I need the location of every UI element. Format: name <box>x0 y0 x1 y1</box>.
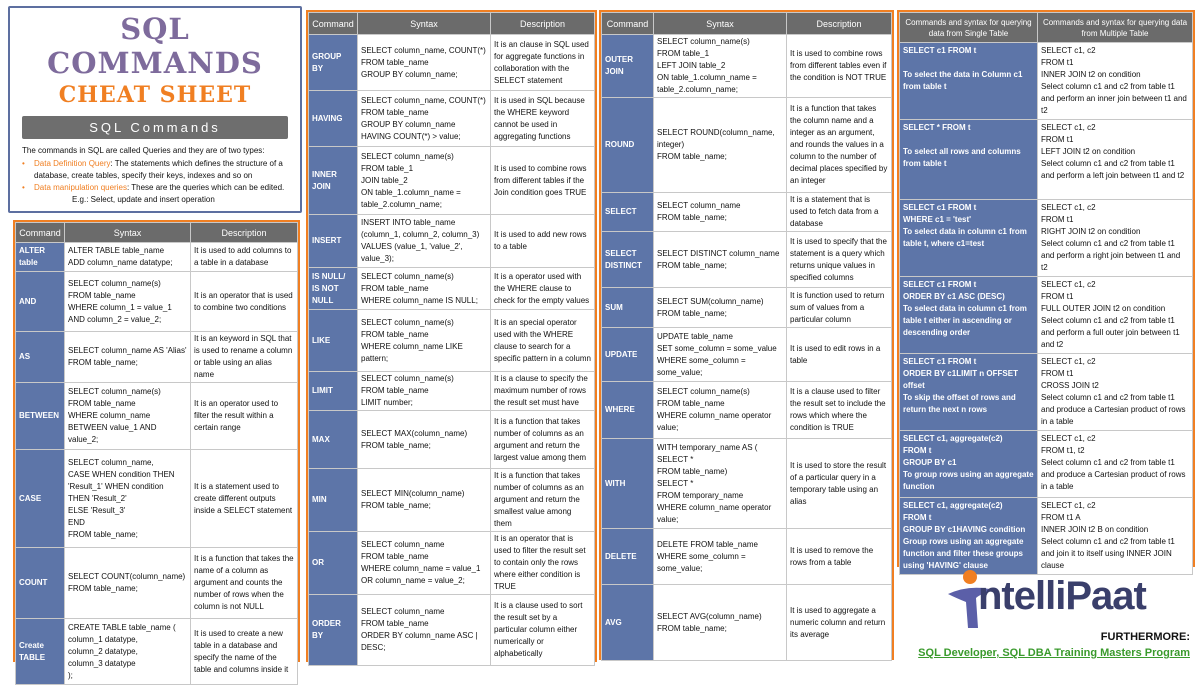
table-row <box>16 450 298 548</box>
multiple-table-cell: SELECT c1, c2 FROM t1 CROSS JOIN t2 Select column c1 and c2 from table t1 and produce a Cartesian product of rows in a table <box>1038 354 1193 431</box>
syntax-cell: SELECT column_name AS 'Alias' FROM table_name; <box>65 332 191 383</box>
syntax-cell: SELECT SUM(column_name) FROM table_name; <box>654 288 787 328</box>
single-table-cell: SELECT c1 FROM t ORDER BY c1LIMIT n OFFSET offset To skip the offset of rows and return the next n rows <box>900 354 1038 431</box>
column-header-command: Command <box>309 13 358 35</box>
command-cell: MAX <box>309 411 358 469</box>
table-row <box>309 595 595 666</box>
command-cell: WITH <box>602 439 654 529</box>
description-cell: It is used to add new rows to a table <box>491 215 595 268</box>
syntax-cell: SELECT column_name(s) FROM table_name LIMIT number; <box>358 372 491 411</box>
description-cell: It is used to combine rows from different tables even if the condition is NOT TRUE <box>787 35 892 98</box>
command-cell: IS NULL/ IS NOT NULL <box>309 268 358 310</box>
command-cell: WHERE <box>602 382 654 439</box>
table-row <box>309 469 595 532</box>
table-row <box>309 35 595 91</box>
command-cell: UPDATE <box>602 328 654 382</box>
table-3-body <box>602 35 892 661</box>
table-row <box>602 288 892 328</box>
syntax-cell: CREATE TABLE table_name ( column_1 datatype, column_2 datatype, column_3 datatype ); <box>65 619 191 685</box>
command-cell: INSERT <box>309 215 358 268</box>
table-row <box>900 43 1193 120</box>
description-cell: It is used to create a new table in a database and specify the name of the table and columns inside it <box>191 619 298 685</box>
table-row <box>900 277 1193 354</box>
table-row <box>309 147 595 215</box>
command-cell: LIMIT <box>309 372 358 411</box>
syntax-cell: ALTER TABLE table_name ADD column_name datatype; <box>65 243 191 272</box>
command-cell: COUNT <box>16 548 65 619</box>
syntax-cell: UPDATE table_name SET some_column = some_value WHERE some_column = some_value; <box>654 328 787 382</box>
command-cell: OUTER JOIN <box>602 35 654 98</box>
command-cell: GROUP BY <box>309 35 358 91</box>
description-cell: It is a function that takes the name of a column as argument and counts the number of rows when the column is not NULL <box>191 548 298 619</box>
table-row <box>16 272 298 332</box>
command-cell: Create TABLE <box>16 619 65 685</box>
description-cell: It is a function that takes number of columns as an argument and return the smallest value among them <box>491 469 595 532</box>
multiple-table-cell: SELECT c1, c2 FROM t1 A INNER JOIN t2 B on condition Select column c1 and c2 from table t1 and join it to itself using INNER JOIN clause <box>1038 498 1193 575</box>
list-item: • Data Definition Query: The statements which defines the structure of a database, create tables, specify their keys, indexes and so on <box>22 159 283 180</box>
table-row <box>309 411 595 469</box>
command-cell: OR <box>309 532 358 595</box>
command-cell: MIN <box>309 469 358 532</box>
column-header-syntax: Syntax <box>654 13 787 35</box>
syntax-cell: SELECT column_name FROM table_name; <box>654 193 787 232</box>
table-row <box>16 548 298 619</box>
description-cell: It is an keyword in SQL that is used to rename a column or table using an alias name <box>191 332 298 383</box>
syntax-cell: SELECT MIN(column_name) FROM table_name; <box>358 469 491 532</box>
syntax-cell: SELECT column_name, CASE WHEN condition THEN 'Result_1' WHEN condition THEN 'Result_2' ELSE 'Result_3' END FROM table_name; <box>65 450 191 548</box>
table-row <box>16 619 298 685</box>
single-table-cell: SELECT c1 FROM t To select the data in Column c1 from table t <box>900 43 1038 120</box>
syntax-cell: SELECT column_name(s) FROM table_name WHERE column_name IS NULL; <box>358 268 491 310</box>
syntax-cell: SELECT column_name(s) FROM table_name WHERE column_name operator value; <box>654 382 787 439</box>
table-row <box>309 215 595 268</box>
command-cell: SELECT DISTINCT <box>602 232 654 288</box>
table-row <box>602 232 892 288</box>
command-cell: SELECT <box>602 193 654 232</box>
syntax-cell: SELECT column_name, COUNT(*) FROM table_name GROUP BY column_name HAVING COUNT(*) > value; <box>358 91 491 147</box>
column-header-description: Description <box>191 223 298 243</box>
description-cell: It is an clause in SQL used for aggregate functions in collaboration with the SELECT statement <box>491 35 595 91</box>
header-panel <box>8 6 302 213</box>
column-header-syntax: Syntax <box>65 223 191 243</box>
command-cell: AS <box>16 332 65 383</box>
command-cell: INNER JOIN <box>309 147 358 215</box>
description-cell: It is an special operator used with the WHERE clause to search for a specific pattern in a column <box>491 310 595 372</box>
column-header-description: Description <box>787 13 892 35</box>
multiple-table-cell: SELECT c1, c2 FROM t1 RIGHT JOIN t2 on condition Select column c1 and c2 from table t1 and perform a right join between t1 and t2 <box>1038 200 1193 277</box>
column-header-command: Command <box>16 223 65 243</box>
bullet-icon: • <box>22 183 25 192</box>
description-cell: It is a statement used to create different outputs inside a SELECT statement <box>191 450 298 548</box>
description-cell: It is an operator that is used to combine two conditions <box>191 272 298 332</box>
syntax-cell: WITH temporary_name AS ( SELECT * FROM table_name) SELECT * FROM temporary_name WHERE column_name operator value; <box>654 439 787 529</box>
multiple-table-cell: SELECT c1, c2 FROM t1 INNER JOIN t2 on condition Select column c1 and c2 from table t1 and perform an inner join between t1 and t2 <box>1038 43 1193 120</box>
description-cell: It is a function that takes the column name and a integer as an argument, and rounds the values in a column to the number of decimal places specified by an integer <box>787 98 892 193</box>
table-row <box>900 200 1193 277</box>
table-row <box>309 268 595 310</box>
command-cell: ROUND <box>602 98 654 193</box>
page-title: SQL COMMANDS <box>47 12 263 80</box>
syntax-cell: SELECT column_name(s) FROM table_1 JOIN table_2 ON table_1.column_name = table_2.column_name; <box>358 147 491 215</box>
single-table-cell: SELECT c1 FROM t WHERE c1 = 'test' To select data in column c1 from table t, where c1=test <box>900 200 1038 277</box>
single-table-cell: SELECT c1, aggregate(c2) FROM t GROUP BY c1 To group rows using an aggregate function <box>900 431 1038 498</box>
description-cell: It is used to edit rows in a table <box>787 328 892 382</box>
commands-table-2 <box>306 10 597 662</box>
description-cell: It is used to remove the rows from a table <box>787 529 892 585</box>
bullet-icon: • <box>22 159 25 168</box>
example-text: E.g.: Select, update and insert operation <box>72 195 215 204</box>
command-cell: SUM <box>602 288 654 328</box>
command-cell: ORDER BY <box>309 595 358 666</box>
table-row <box>602 529 892 585</box>
syntax-cell: SELECT AVG(column_name) FROM table_name; <box>654 585 787 661</box>
description-cell: It is used to add columns to a table in a database <box>191 243 298 272</box>
column-header-command: Command <box>602 13 654 35</box>
page-subtitle: CHEAT SHEET <box>58 82 252 108</box>
syntax-cell: SELECT DISTINCT column_name FROM table_name; <box>654 232 787 288</box>
query-types-list <box>10 157 300 194</box>
syntax-cell: INSERT INTO table_name (column_1, column_2, column_3) VALUES (value_1, 'value_2', value_3); <box>358 215 491 268</box>
table-row <box>309 372 595 411</box>
description-cell: It is used to aggregate a numeric column and return its average <box>787 585 892 661</box>
command-cell: BETWEEN <box>16 383 65 450</box>
table-row <box>602 35 892 98</box>
commands-table-1 <box>13 220 300 680</box>
column-header-single-table: Commands and syntax for querying data from Single Table <box>900 13 1038 43</box>
description-cell: It is a clause used to filter the result set to include the rows which where the condition is TRUE <box>787 382 892 439</box>
table-row <box>16 383 298 450</box>
program-link[interactable]: SQL Developer, SQL DBA Training Masters Program <box>918 647 1190 659</box>
commands-table-3 <box>599 10 894 660</box>
column-header-multiple-table: Commands and syntax for querying data from Multiple Table <box>1038 13 1193 43</box>
table-row <box>16 332 298 383</box>
description-cell: It is used to combine rows from different tables if the Join condition goes TRUE <box>491 147 595 215</box>
description-cell: It is an operator that is used to filter the result set to contain only the rows where either condition is TRUE <box>491 532 595 595</box>
description-cell: It is an operator used to filter the result within a certain range <box>191 383 298 450</box>
multiple-table-cell: SELECT c1, c2 FROM t1 FULL OUTER JOIN t2 on condition Select column c1 and c2 from table t1 and perform a full outer join between t1 and t2 <box>1038 277 1193 354</box>
single-table-cell: SELECT c1 FROM t ORDER BY c1 ASC (DESC) To select data in column c1 from table t either in ascending or descending order <box>900 277 1038 354</box>
description-cell: It is a clause to specify the maximum number of rows the result set must have <box>491 372 595 411</box>
syntax-cell: SELECT column_name(s) FROM table_1 LEFT JOIN table_2 ON table_1.column_name = table_2.column_name; <box>654 35 787 98</box>
table-row <box>309 310 595 372</box>
table-row <box>602 98 892 193</box>
syntax-cell: SELECT column_name FROM table_name ORDER BY column_name ASC | DESC; <box>358 595 491 666</box>
command-cell: AND <box>16 272 65 332</box>
table-row <box>309 91 595 147</box>
description-cell: It is a operator used with the WHERE clause to check for the empty values <box>491 268 595 310</box>
description-cell: It is function used to return sum of values from a particular column <box>787 288 892 328</box>
command-cell: CASE <box>16 450 65 548</box>
table-row <box>900 120 1193 200</box>
table-row <box>602 439 892 529</box>
description-cell: It is a clause used to sort the result set by a particular column either numerically or alphabetically <box>491 595 595 666</box>
syntax-cell: SELECT ROUND(column_name, integer) FROM table_name; <box>654 98 787 193</box>
table-row <box>602 585 892 661</box>
multiple-table-cell: SELECT c1, c2 FROM t1 LEFT JOIN t2 on condition Select column c1 and c2 from table t1 and perform a left join between t1 and t2 <box>1038 120 1193 200</box>
table-row <box>309 532 595 595</box>
description-cell: It is a statement that is used to fetch data from a database <box>787 193 892 232</box>
table-row <box>900 431 1193 498</box>
syntax-cell: DELETE FROM table_name WHERE some_column = some_value; <box>654 529 787 585</box>
command-cell: AVG <box>602 585 654 661</box>
table-2-body <box>309 35 595 666</box>
command-cell: LIKE <box>309 310 358 372</box>
column-header-syntax: Syntax <box>358 13 491 35</box>
syntax-cell: SELECT column_name(s) FROM table_name WHERE column_1 = value_1 AND column_2 = value_2; <box>65 272 191 332</box>
list-item: • Data manipulation queries: These are the queries which can be edited. <box>22 183 285 192</box>
table-row <box>900 498 1193 575</box>
command-cell: DELETE <box>602 529 654 585</box>
table-row <box>602 193 892 232</box>
table-1-body <box>16 243 298 685</box>
description-cell: It is a function that takes number of columns as an argument and return the largest value among them <box>491 411 595 469</box>
table-row <box>16 243 298 272</box>
brand-name: ntelliPaat <box>978 574 1146 618</box>
description-cell: It is used to store the result of a particular query in a temporary table using an alias <box>787 439 892 529</box>
intro-text: The commands in SQL are called Queries and they are of two types: <box>22 146 265 155</box>
syntax-cell: SELECT column_name FROM table_name WHERE column_name = value_1 OR column_name = value_2; <box>358 532 491 595</box>
syntax-cell: SELECT column_name, COUNT(*) FROM table_name GROUP BY column_name; <box>358 35 491 91</box>
command-cell: HAVING <box>309 91 358 147</box>
syntax-cell: SELECT MAX(column_name) FROM table_name; <box>358 411 491 469</box>
query-data-body <box>900 43 1193 575</box>
single-table-cell: SELECT * FROM t To select all rows and columns from table t <box>900 120 1038 200</box>
description-cell: It is used to specify that the statement is a query which returns unique values in specified columns <box>787 232 892 288</box>
column-header-description: Description <box>491 13 595 35</box>
description-cell: It is used in SQL because the WHERE keyword cannot be used in aggregating functions <box>491 91 595 147</box>
syntax-cell: SELECT column_name(s) FROM table_name WHERE column_name BETWEEN value_1 AND value_2; <box>65 383 191 450</box>
brand-logo <box>940 568 1196 630</box>
table-row <box>900 354 1193 431</box>
table-row <box>602 328 892 382</box>
furthermore-label: FURTHERMORE: <box>1100 631 1190 643</box>
syntax-cell: SELECT column_name(s) FROM table_name WHERE column_name LIKE pattern; <box>358 310 491 372</box>
section-band: SQL Commands <box>22 116 288 139</box>
query-data-table <box>897 10 1195 570</box>
multiple-table-cell: SELECT c1, c2 FROM t1, t2 Select column c1 and c2 from table t1 and produce a Cartesian product of rows in a table <box>1038 431 1193 498</box>
table-row <box>602 382 892 439</box>
command-cell: ALTER table <box>16 243 65 272</box>
single-table-cell: SELECT c1, aggregate(c2) FROM t GROUP BY c1HAVING condition Group rows using an aggregate function and filter these groups using 'HAVING' clause <box>900 498 1038 575</box>
syntax-cell: SELECT COUNT(column_name) FROM table_name; <box>65 548 191 619</box>
